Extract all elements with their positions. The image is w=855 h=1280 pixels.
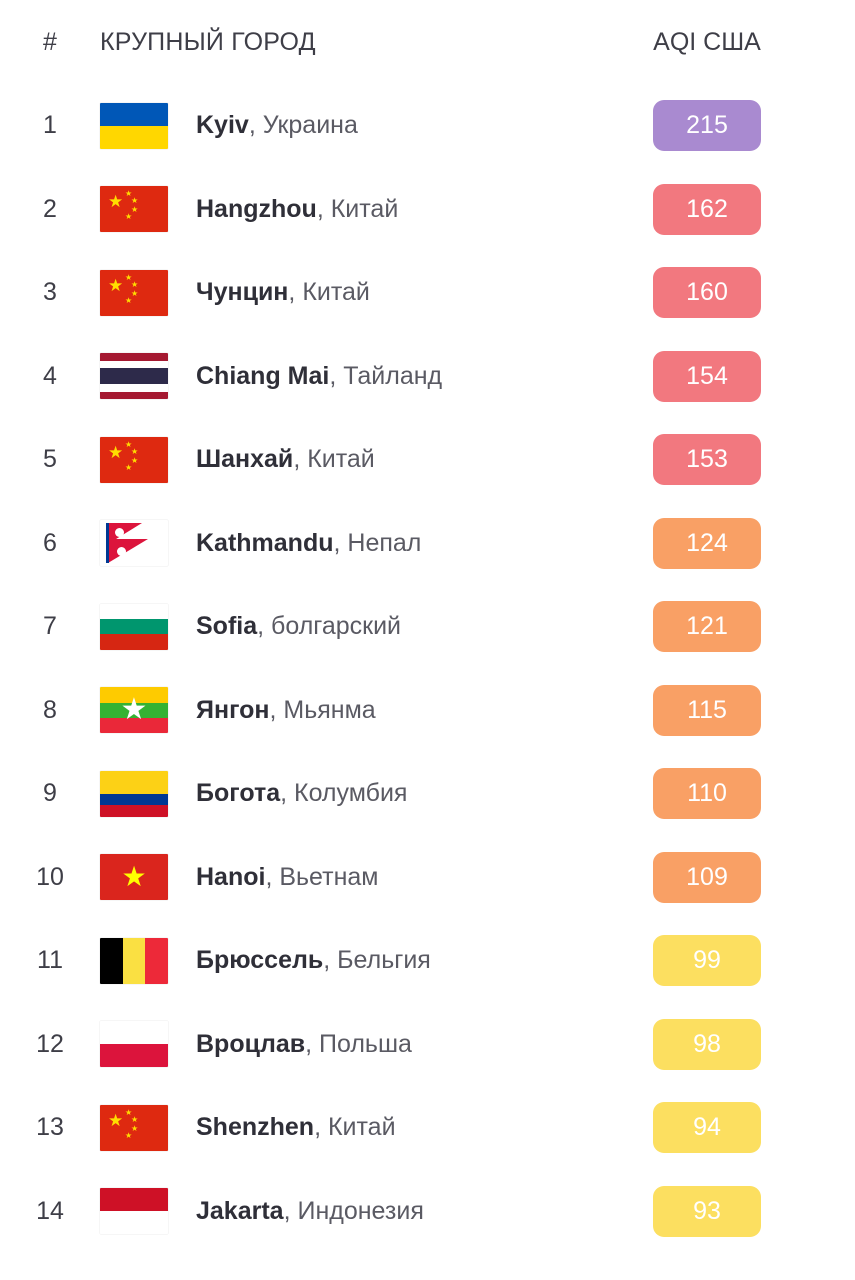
row-aqi-cell bbox=[597, 1186, 817, 1237]
row-city-cell[interactable] bbox=[100, 270, 597, 316]
row-country-name: , Тайланд bbox=[329, 361, 443, 390]
row-city-label bbox=[196, 1113, 396, 1142]
row-city-label bbox=[196, 278, 370, 307]
flag-china-icon: ★ ★ ★ ★ ★ bbox=[100, 186, 168, 232]
table-row[interactable] bbox=[0, 919, 855, 1003]
row-country-name: , Бельгия bbox=[323, 946, 431, 975]
row-city-label bbox=[196, 779, 407, 808]
row-rank: 14 bbox=[36, 1196, 64, 1225]
row-city-label bbox=[196, 946, 431, 975]
flag-belgium-icon bbox=[100, 938, 168, 984]
row-aqi-cell bbox=[597, 935, 817, 986]
row-rank: 12 bbox=[36, 1029, 64, 1058]
aqi-badge: 109 bbox=[653, 852, 761, 903]
column-header-city: КРУПНЫЙ ГОРОД bbox=[100, 27, 316, 56]
row-city-cell[interactable] bbox=[100, 938, 597, 984]
row-city-label bbox=[196, 612, 401, 641]
row-city-label bbox=[196, 696, 376, 725]
aqi-badge: 215 bbox=[653, 100, 761, 151]
row-aqi-cell bbox=[597, 100, 817, 151]
flag-china-icon: ★ ★ ★ ★ ★ bbox=[100, 437, 168, 483]
row-aqi-cell bbox=[597, 1102, 817, 1153]
table-row[interactable] bbox=[0, 1086, 855, 1170]
row-country-name: , Колумбия bbox=[280, 779, 408, 808]
row-city-name: Jakarta bbox=[196, 1196, 284, 1225]
table-row[interactable] bbox=[0, 418, 855, 502]
row-country-name: , Украина bbox=[248, 111, 358, 140]
row-country-name: , Вьетнам bbox=[265, 862, 379, 891]
row-city-cell[interactable] bbox=[100, 1021, 597, 1067]
flag-thailand-icon bbox=[100, 353, 168, 399]
table-row[interactable] bbox=[0, 335, 855, 419]
aqi-badge: 162 bbox=[653, 184, 761, 235]
row-city-label bbox=[196, 863, 378, 892]
flag-vietnam-icon: ★ bbox=[100, 854, 168, 900]
flag-china-icon: ★ ★ ★ ★ ★ bbox=[100, 1105, 168, 1151]
row-rank: 13 bbox=[36, 1113, 64, 1142]
column-header-aqi: AQI США bbox=[653, 27, 761, 56]
row-city-label bbox=[196, 529, 421, 558]
row-aqi-cell bbox=[597, 351, 817, 402]
table-body bbox=[0, 84, 855, 1253]
row-country-name: , Китай bbox=[314, 1113, 396, 1142]
row-rank: 11 bbox=[37, 946, 63, 975]
row-city-name: Kathmandu bbox=[196, 528, 334, 557]
row-rank: 5 bbox=[43, 445, 57, 474]
flag-nepal-icon bbox=[100, 520, 168, 566]
row-city-name: Kyiv bbox=[196, 111, 249, 140]
row-city-cell[interactable] bbox=[100, 854, 597, 900]
row-city-cell[interactable] bbox=[100, 520, 597, 566]
aqi-badge: 153 bbox=[653, 434, 761, 485]
row-rank: 9 bbox=[43, 779, 57, 808]
row-city-label bbox=[196, 1030, 412, 1059]
row-city-cell[interactable] bbox=[100, 353, 597, 399]
row-city-name: Чунцин bbox=[196, 278, 289, 307]
row-city-cell[interactable] bbox=[100, 1188, 597, 1234]
table-row[interactable] bbox=[0, 251, 855, 335]
row-city-label bbox=[196, 445, 375, 474]
row-city-cell[interactable] bbox=[100, 687, 597, 733]
aqi-badge: 110 bbox=[653, 768, 761, 819]
aqi-badge: 98 bbox=[653, 1019, 761, 1070]
aqi-badge: 115 bbox=[653, 685, 761, 736]
table-row[interactable] bbox=[0, 836, 855, 920]
aqi-badge: 160 bbox=[653, 267, 761, 318]
row-city-name: Янгон bbox=[196, 695, 270, 724]
table-row[interactable] bbox=[0, 502, 855, 586]
row-city-name: Sofia bbox=[196, 612, 258, 641]
row-city-name: Вроцлав bbox=[196, 1029, 306, 1058]
row-aqi-cell bbox=[597, 518, 817, 569]
flag-ukraine-icon bbox=[100, 103, 168, 149]
row-country-name: , Китай bbox=[288, 278, 370, 307]
row-rank: 4 bbox=[43, 361, 57, 390]
table-row[interactable] bbox=[0, 1003, 855, 1087]
aqi-badge: 121 bbox=[653, 601, 761, 652]
column-header-rank: # bbox=[43, 27, 57, 56]
row-city-cell[interactable] bbox=[100, 1105, 597, 1151]
row-aqi-cell bbox=[597, 267, 817, 318]
row-rank: 1 bbox=[43, 111, 57, 140]
row-rank: 6 bbox=[43, 528, 57, 557]
aqi-badge: 99 bbox=[653, 935, 761, 986]
row-city-name: Shenzhen bbox=[196, 1113, 315, 1142]
flag-indonesia-icon bbox=[100, 1188, 168, 1234]
row-city-cell[interactable] bbox=[100, 103, 597, 149]
row-city-label bbox=[196, 111, 358, 140]
row-country-name: , Китай bbox=[316, 194, 399, 223]
table-row[interactable] bbox=[0, 168, 855, 252]
row-city-label bbox=[196, 195, 398, 224]
row-aqi-cell bbox=[597, 184, 817, 235]
table-row[interactable] bbox=[0, 84, 855, 168]
row-city-cell[interactable] bbox=[100, 604, 597, 650]
aqi-badge: 94 bbox=[653, 1102, 761, 1153]
row-city-name: Hangzhou bbox=[196, 194, 317, 223]
table-row[interactable] bbox=[0, 669, 855, 753]
flag-china-icon: ★ ★ ★ ★ ★ bbox=[100, 270, 168, 316]
table-header bbox=[0, 0, 855, 84]
row-rank: 7 bbox=[43, 612, 57, 641]
row-city-label bbox=[196, 1197, 424, 1226]
row-aqi-cell bbox=[597, 601, 817, 652]
flag-bulgaria-icon bbox=[100, 604, 168, 650]
row-rank: 2 bbox=[43, 194, 57, 223]
row-country-name: , Польша bbox=[305, 1029, 412, 1058]
row-city-name: Шанхай bbox=[196, 445, 294, 474]
row-city-cell[interactable] bbox=[100, 186, 597, 232]
row-aqi-cell bbox=[597, 1019, 817, 1070]
row-rank: 10 bbox=[36, 862, 64, 891]
row-country-name: , Индонезия bbox=[283, 1196, 424, 1225]
row-country-name: , болгарский bbox=[257, 612, 402, 641]
flag-poland-icon bbox=[100, 1021, 168, 1067]
aqi-badge: 124 bbox=[653, 518, 761, 569]
flag-myanmar-icon: ★ bbox=[100, 687, 168, 733]
table-row[interactable] bbox=[0, 585, 855, 669]
row-aqi-cell bbox=[597, 852, 817, 903]
row-aqi-cell bbox=[597, 434, 817, 485]
row-city-name: Богота bbox=[196, 779, 281, 808]
row-city-cell[interactable] bbox=[100, 437, 597, 483]
row-rank: 8 bbox=[43, 695, 57, 724]
row-aqi-cell bbox=[597, 768, 817, 819]
row-city-cell[interactable] bbox=[100, 771, 597, 817]
row-rank: 3 bbox=[43, 278, 57, 307]
table-row[interactable] bbox=[0, 1170, 855, 1254]
row-city-name: Брюссель bbox=[196, 946, 324, 975]
row-country-name: , Непал bbox=[333, 528, 422, 557]
row-country-name: , Китай bbox=[293, 445, 375, 474]
row-city-name: Chiang Mai bbox=[196, 361, 330, 390]
row-city-name: Hanoi bbox=[196, 862, 266, 891]
aqi-badge: 93 bbox=[653, 1186, 761, 1237]
row-city-label bbox=[196, 362, 442, 391]
row-country-name: , Мьянма bbox=[269, 695, 376, 724]
flag-colombia-icon bbox=[100, 771, 168, 817]
aqi-badge: 154 bbox=[653, 351, 761, 402]
table-row[interactable] bbox=[0, 752, 855, 836]
row-aqi-cell bbox=[597, 685, 817, 736]
